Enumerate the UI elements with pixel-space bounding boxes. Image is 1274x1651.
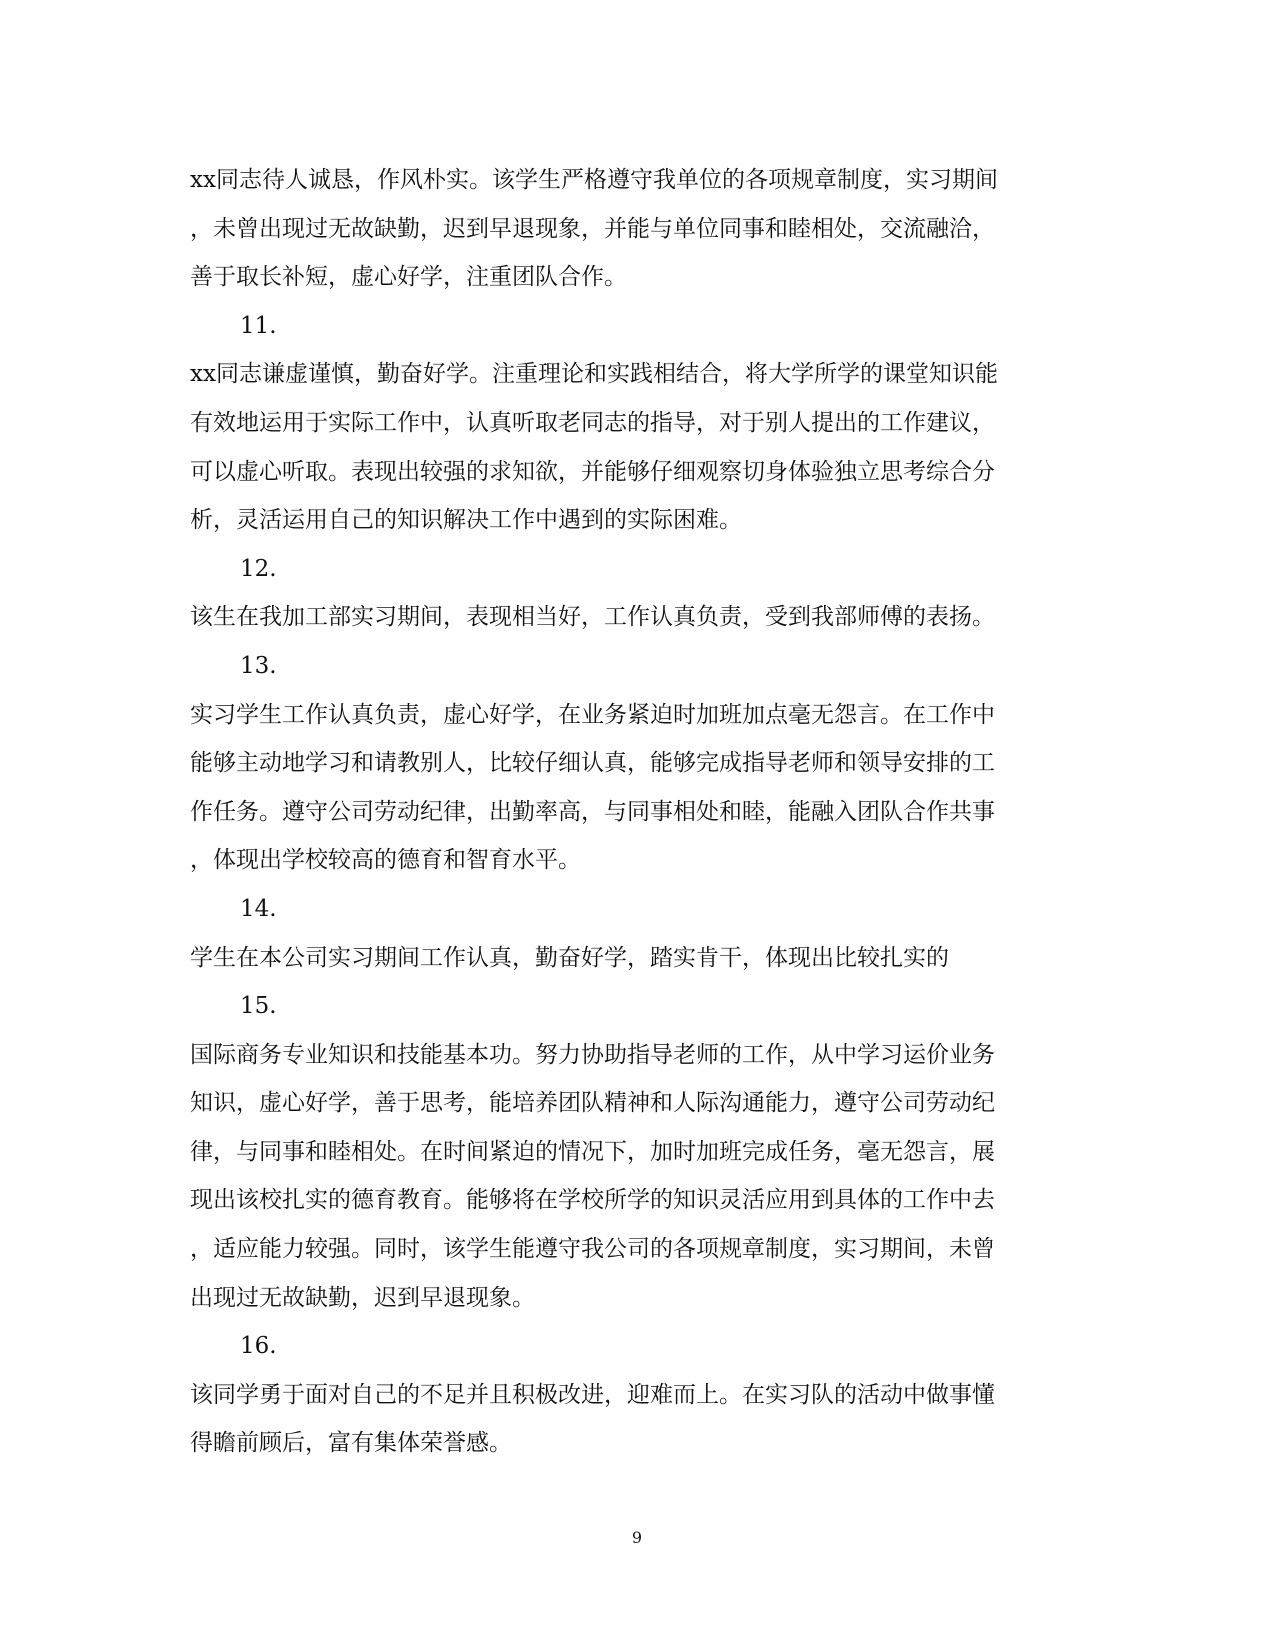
text-line: 作任务。遵守公司劳动纪律，出勤率高，与同事相处和睦，能融入团队合作共事	[190, 798, 995, 825]
text-line: 析，灵活运用自己的知识解决工作中遇到的实际困难。	[190, 507, 742, 534]
item-number: 15.	[240, 993, 277, 1020]
text-line: 该同学勇于面对自己的不足并且积极改进，迎难而上。在实习队的活动中做事懂	[190, 1381, 995, 1408]
text-line: 善于取长补短，虚心好学，注重团队合作。	[190, 264, 627, 291]
text-line: ，适应能力较强。同时，该学生能遵守我公司的各项规章制度，实习期间，未曾	[190, 1236, 995, 1263]
text-line: 律，与同事和睦相处。在时间紧迫的情况下，加时加班完成任务，毫无怨言，展	[190, 1138, 995, 1165]
item-number: 13.	[240, 652, 277, 679]
text-line: 出现过无故缺勤，迟到早退现象。	[190, 1284, 535, 1311]
item-number: 11.	[240, 312, 277, 339]
text-line: 可以虚心听取。表现出较强的求知欲，并能够仔细观察切身体验独立思考综合分	[190, 458, 995, 485]
item-number: 16.	[240, 1333, 277, 1360]
text-line: 实习学生工作认真负责，虚心好学，在业务紧迫时加班加点毫无怨言。在工作中	[190, 701, 995, 728]
text-line: xx同志谦虚谨慎，勤奋好学。注重理论和实践相结合，将大学所学的课堂知识能	[190, 361, 998, 388]
text-line: 该生在我加工部实习期间，表现相当好，工作认真负责，受到我部师傅的表扬。	[190, 604, 995, 631]
text-line: 现出该校扎实的德育教育。能够将在学校所学的知识灵活应用到具体的工作中去	[190, 1187, 995, 1214]
item-number: 12.	[240, 555, 277, 582]
text-line: ，未曾出现过无故缺勤，迟到早退现象，并能与单位同事和睦相处，交流融洽，	[190, 215, 995, 242]
text-line: 国际商务专业知识和技能基本功。努力协助指导老师的工作，从中学习运价业务	[190, 1041, 995, 1068]
text-line: 有效地运用于实际工作中，认真听取老同志的指导，对于别人提出的工作建议，	[190, 409, 995, 436]
page-number: 9	[631, 1528, 643, 1547]
text-line: 能够主动地学习和请教别人，比较仔细认真，能够完成指导老师和领导安排的工	[190, 750, 995, 777]
text-line: ，体现出学校较高的德育和智育水平。	[190, 847, 581, 874]
item-number: 14.	[240, 895, 277, 922]
text-line: xx同志待人诚恳，作风朴实。该学生严格遵守我单位的各项规章制度，实习期间	[190, 167, 998, 193]
text-line: 学生在本公司实习期间工作认真，勤奋好学，踏实肯干，体现出比较扎实的	[190, 944, 949, 971]
text-line: 知识，虚心好学，善于思考，能培养团队精神和人际沟通能力，遵守公司劳动纪	[190, 1090, 995, 1117]
document-body	[190, 156, 1070, 1468]
text-line: 得瞻前顾后，富有集体荣誉感。	[190, 1430, 512, 1457]
